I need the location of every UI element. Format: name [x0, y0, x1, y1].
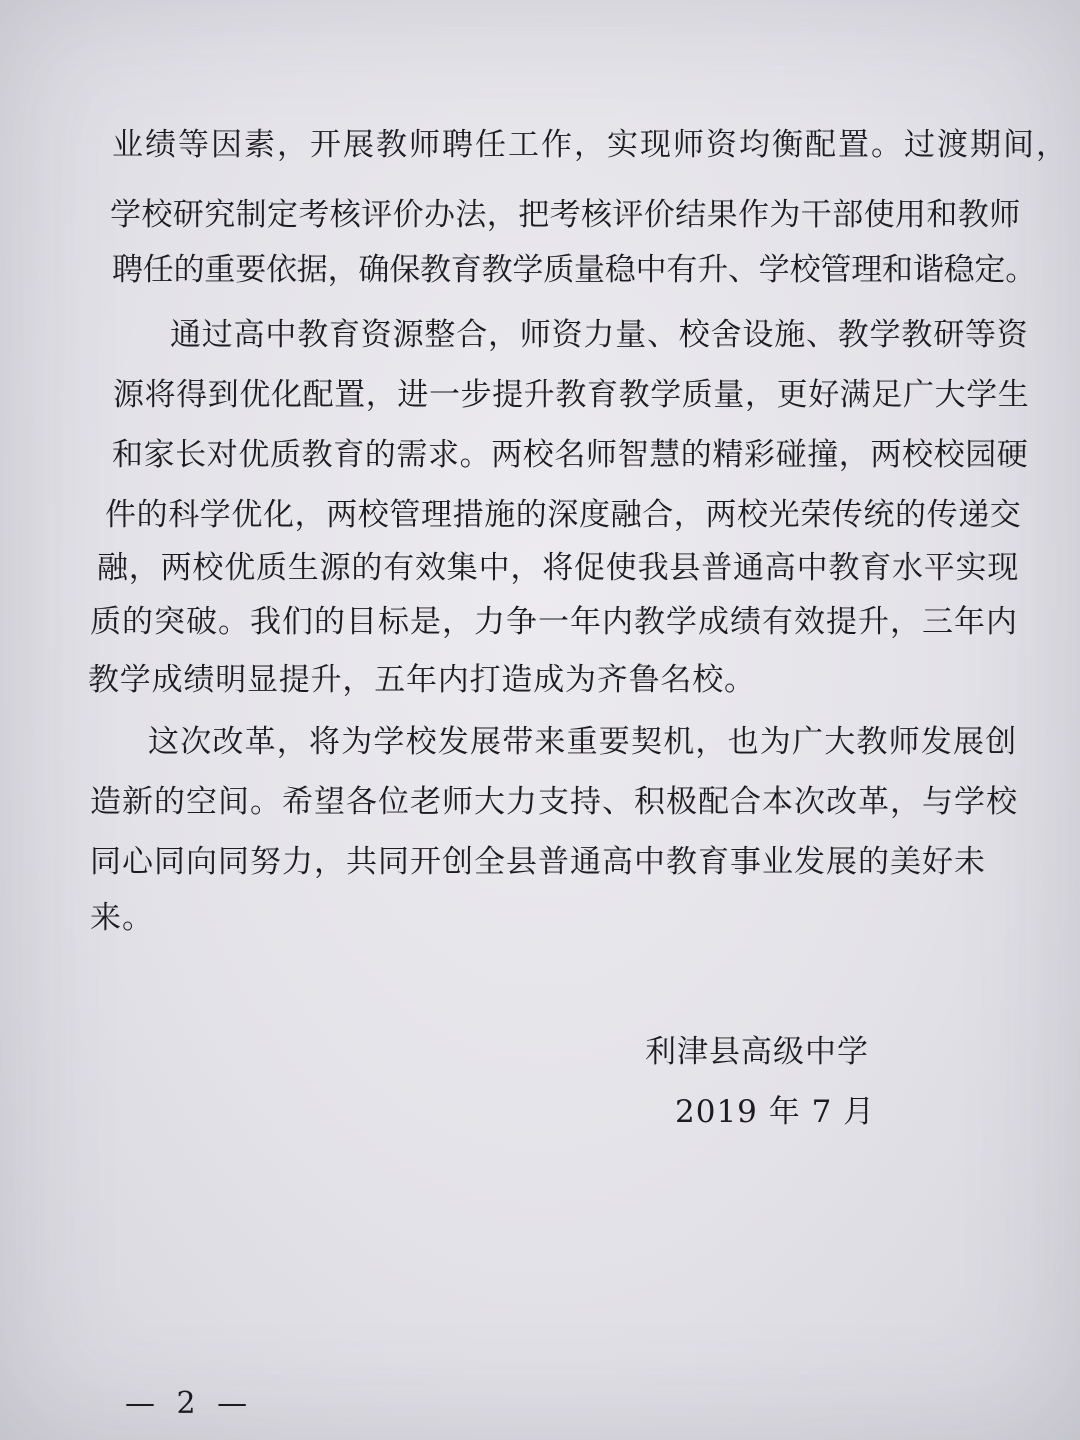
signature-date: 2019 年 7 月: [675, 1094, 876, 1130]
text-line: 聘任的重要依据，确保教育教学质量稳中有升、学校管理和谐稳定。: [112, 252, 1036, 288]
text-line: 业绩等因素，开展教师聘任工作，实现师资均衡配置。过渡期间，: [112, 127, 1069, 163]
text-line: 这次改革，将为学校发展带来重要契机，也为广大教师发展创: [148, 724, 1018, 760]
text-line: 学校研究制定考核评价办法，把考核评价结果作为干部使用和教师: [110, 197, 1021, 233]
text-line: 造新的空间。希望各位老师大力支持、积极配合本次改革，与学校: [90, 784, 1018, 820]
text-line: 教学成绩明显提升，五年内打造成为齐鲁名校。: [88, 662, 756, 698]
text-line: 件的科学优化，两校管理措施的深度融合，两校光荣传统的传递交: [105, 497, 1022, 533]
text-line: 源将得到优化配置，进一步提升教育教学质量，更好满足广大学生: [113, 377, 1030, 413]
text-line: 融，两校优质生源的有效集中，将促使我县普通高中教育水平实现: [97, 550, 1020, 586]
text-line: 和家长对优质教育的需求。两校名师智慧的精彩碰撞，两校校园硬: [112, 437, 1029, 473]
page-number: — 2 —: [125, 1386, 254, 1421]
signature-organization: 利津县高级中学: [645, 1034, 869, 1070]
text-line: 质的突破。我们的目标是，力争一年内教学成绩有效提升，三年内: [90, 604, 1018, 640]
text-line: 通过高中教育资源整合，师资力量、校舍设施、教学教研等资: [170, 317, 1029, 353]
text-line: 同心同向同努力，共同开创全县普通高中教育事业发展的美好未: [90, 844, 986, 880]
text-line: 来。: [90, 900, 154, 936]
